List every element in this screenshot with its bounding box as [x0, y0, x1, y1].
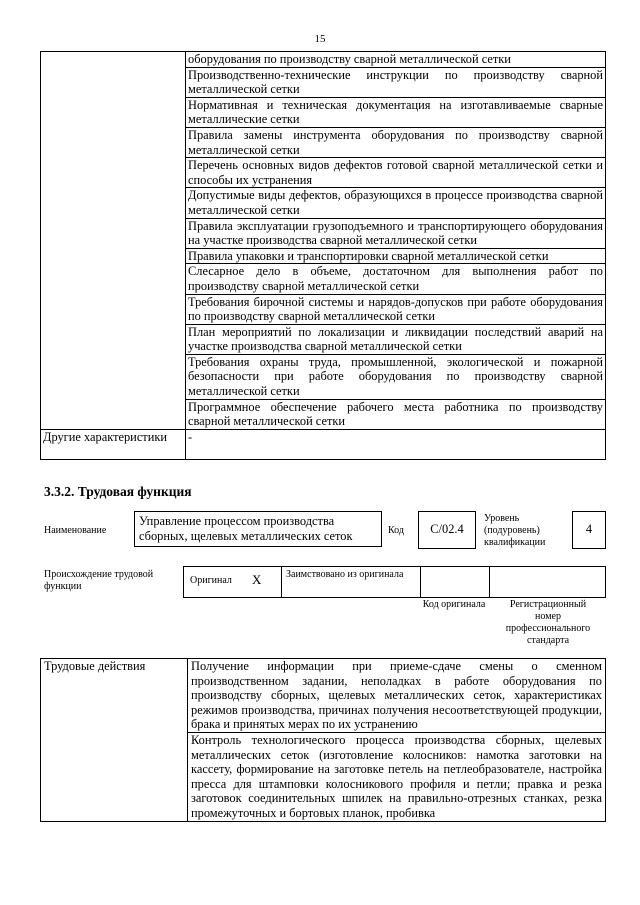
- labor-action-item: Получение информации при приеме-сдаче смены о сменном производственном задании, неполадках в работе оборудования по производству сборных, щелевых металлических сеток, характеристиках режимов производства, причинах получения несоответствующей продукции, брака и принятых мерах по их устранению: [188, 659, 606, 733]
- requirement-item: Правила упаковки и транспортировки сварной металлической сетки: [186, 248, 606, 264]
- qualification-level: 4: [572, 511, 606, 549]
- divider: [420, 567, 421, 597]
- requirement-item: Правила эксплуатации грузоподъемного и транспортирующего оборудования на участке производства сварной металлической сетки: [186, 218, 606, 248]
- table-row: [41, 430, 606, 460]
- code-label: Код: [388, 525, 404, 536]
- requirement-item: Производственно-технические инструкции по производству сварной металлической сетки: [186, 67, 606, 97]
- level-label: Уровень (подуровень) квалификации: [484, 513, 546, 548]
- labor-action-item: Контроль технологического процесса производства сборных, щелевых металлических сеток (изготовление колосников: намотка заготовки на кассету, формирование на заготовке петель на петлеобразователе, настройка пресса для штамповки колосникового профиля и петли; правка и резка заготовок соединительных шпилек на правильно-отрезных станках, резка промежуточных и бортовых планок, пробивка: [188, 732, 606, 821]
- name-label: Наименование: [44, 525, 107, 536]
- function-code: C/02.4: [418, 511, 476, 549]
- code-original-caption: Код оригинала: [422, 599, 486, 610]
- requirement-item: Нормативная и техническая документация на изготавливаемые сварные металлические сетки: [186, 97, 606, 127]
- original-mark: X: [252, 572, 262, 587]
- other-characteristics-value: -: [186, 430, 606, 460]
- labor-actions-label: Трудовые действия: [41, 659, 188, 822]
- requirement-item: План мероприятий по локализации и ликвидации последствий аварий на участке производства сварной металлической сетки: [186, 324, 606, 354]
- other-characteristics-label: Другие характеристики: [41, 430, 186, 460]
- requirement-item: Требования бирочной системы и нарядов-допусков при работе оборудования по производству сварной металлической сетки: [186, 294, 606, 324]
- requirement-item: Программное обеспечение рабочего места работника по производству сварной металлической сетки: [186, 399, 606, 429]
- requirements-table: [40, 51, 606, 460]
- section-title: 3.3.2. Трудовая функция: [44, 484, 192, 499]
- origin-label: Происхождение трудовой функции: [44, 569, 154, 592]
- requirement-item: Требования охраны труда, промышленной, экологической и пожарной безопасности при работе оборудования по производству сварной металлической сетки: [186, 354, 606, 399]
- divider: [281, 567, 282, 597]
- function-name: Управление процессом производства сборных, щелевых металлических сеток: [134, 511, 382, 547]
- page-number: 15: [314, 33, 326, 45]
- registration-number-caption: Регистрационный номер профессионального стандарта: [505, 599, 591, 646]
- borrowed-label: Заимствовано из оригинала: [286, 569, 404, 580]
- labor-actions-table: [40, 658, 606, 822]
- requirement-item: оборудования по производству сварной металлической сетки: [186, 52, 606, 68]
- origin-table: [183, 566, 606, 598]
- requirement-item: Допустимые виды дефектов, образующихся в процессе производства сварной металлической сетки: [186, 188, 606, 218]
- divider: [489, 567, 490, 597]
- requirement-item: Правила замены инструмента оборудования по производству сварной металлической сетки: [186, 127, 606, 157]
- requirement-item: Слесарное дело в объеме, достаточном для выполнения работ по производству сварной металлической сетки: [186, 264, 606, 294]
- table-row: [41, 52, 606, 68]
- row-label-empty: [41, 52, 186, 430]
- original-label: Оригинал: [190, 575, 232, 586]
- table-row: [41, 659, 606, 733]
- requirement-item: Перечень основных видов дефектов готовой сварной металлической сетки и способы их устранения: [186, 158, 606, 188]
